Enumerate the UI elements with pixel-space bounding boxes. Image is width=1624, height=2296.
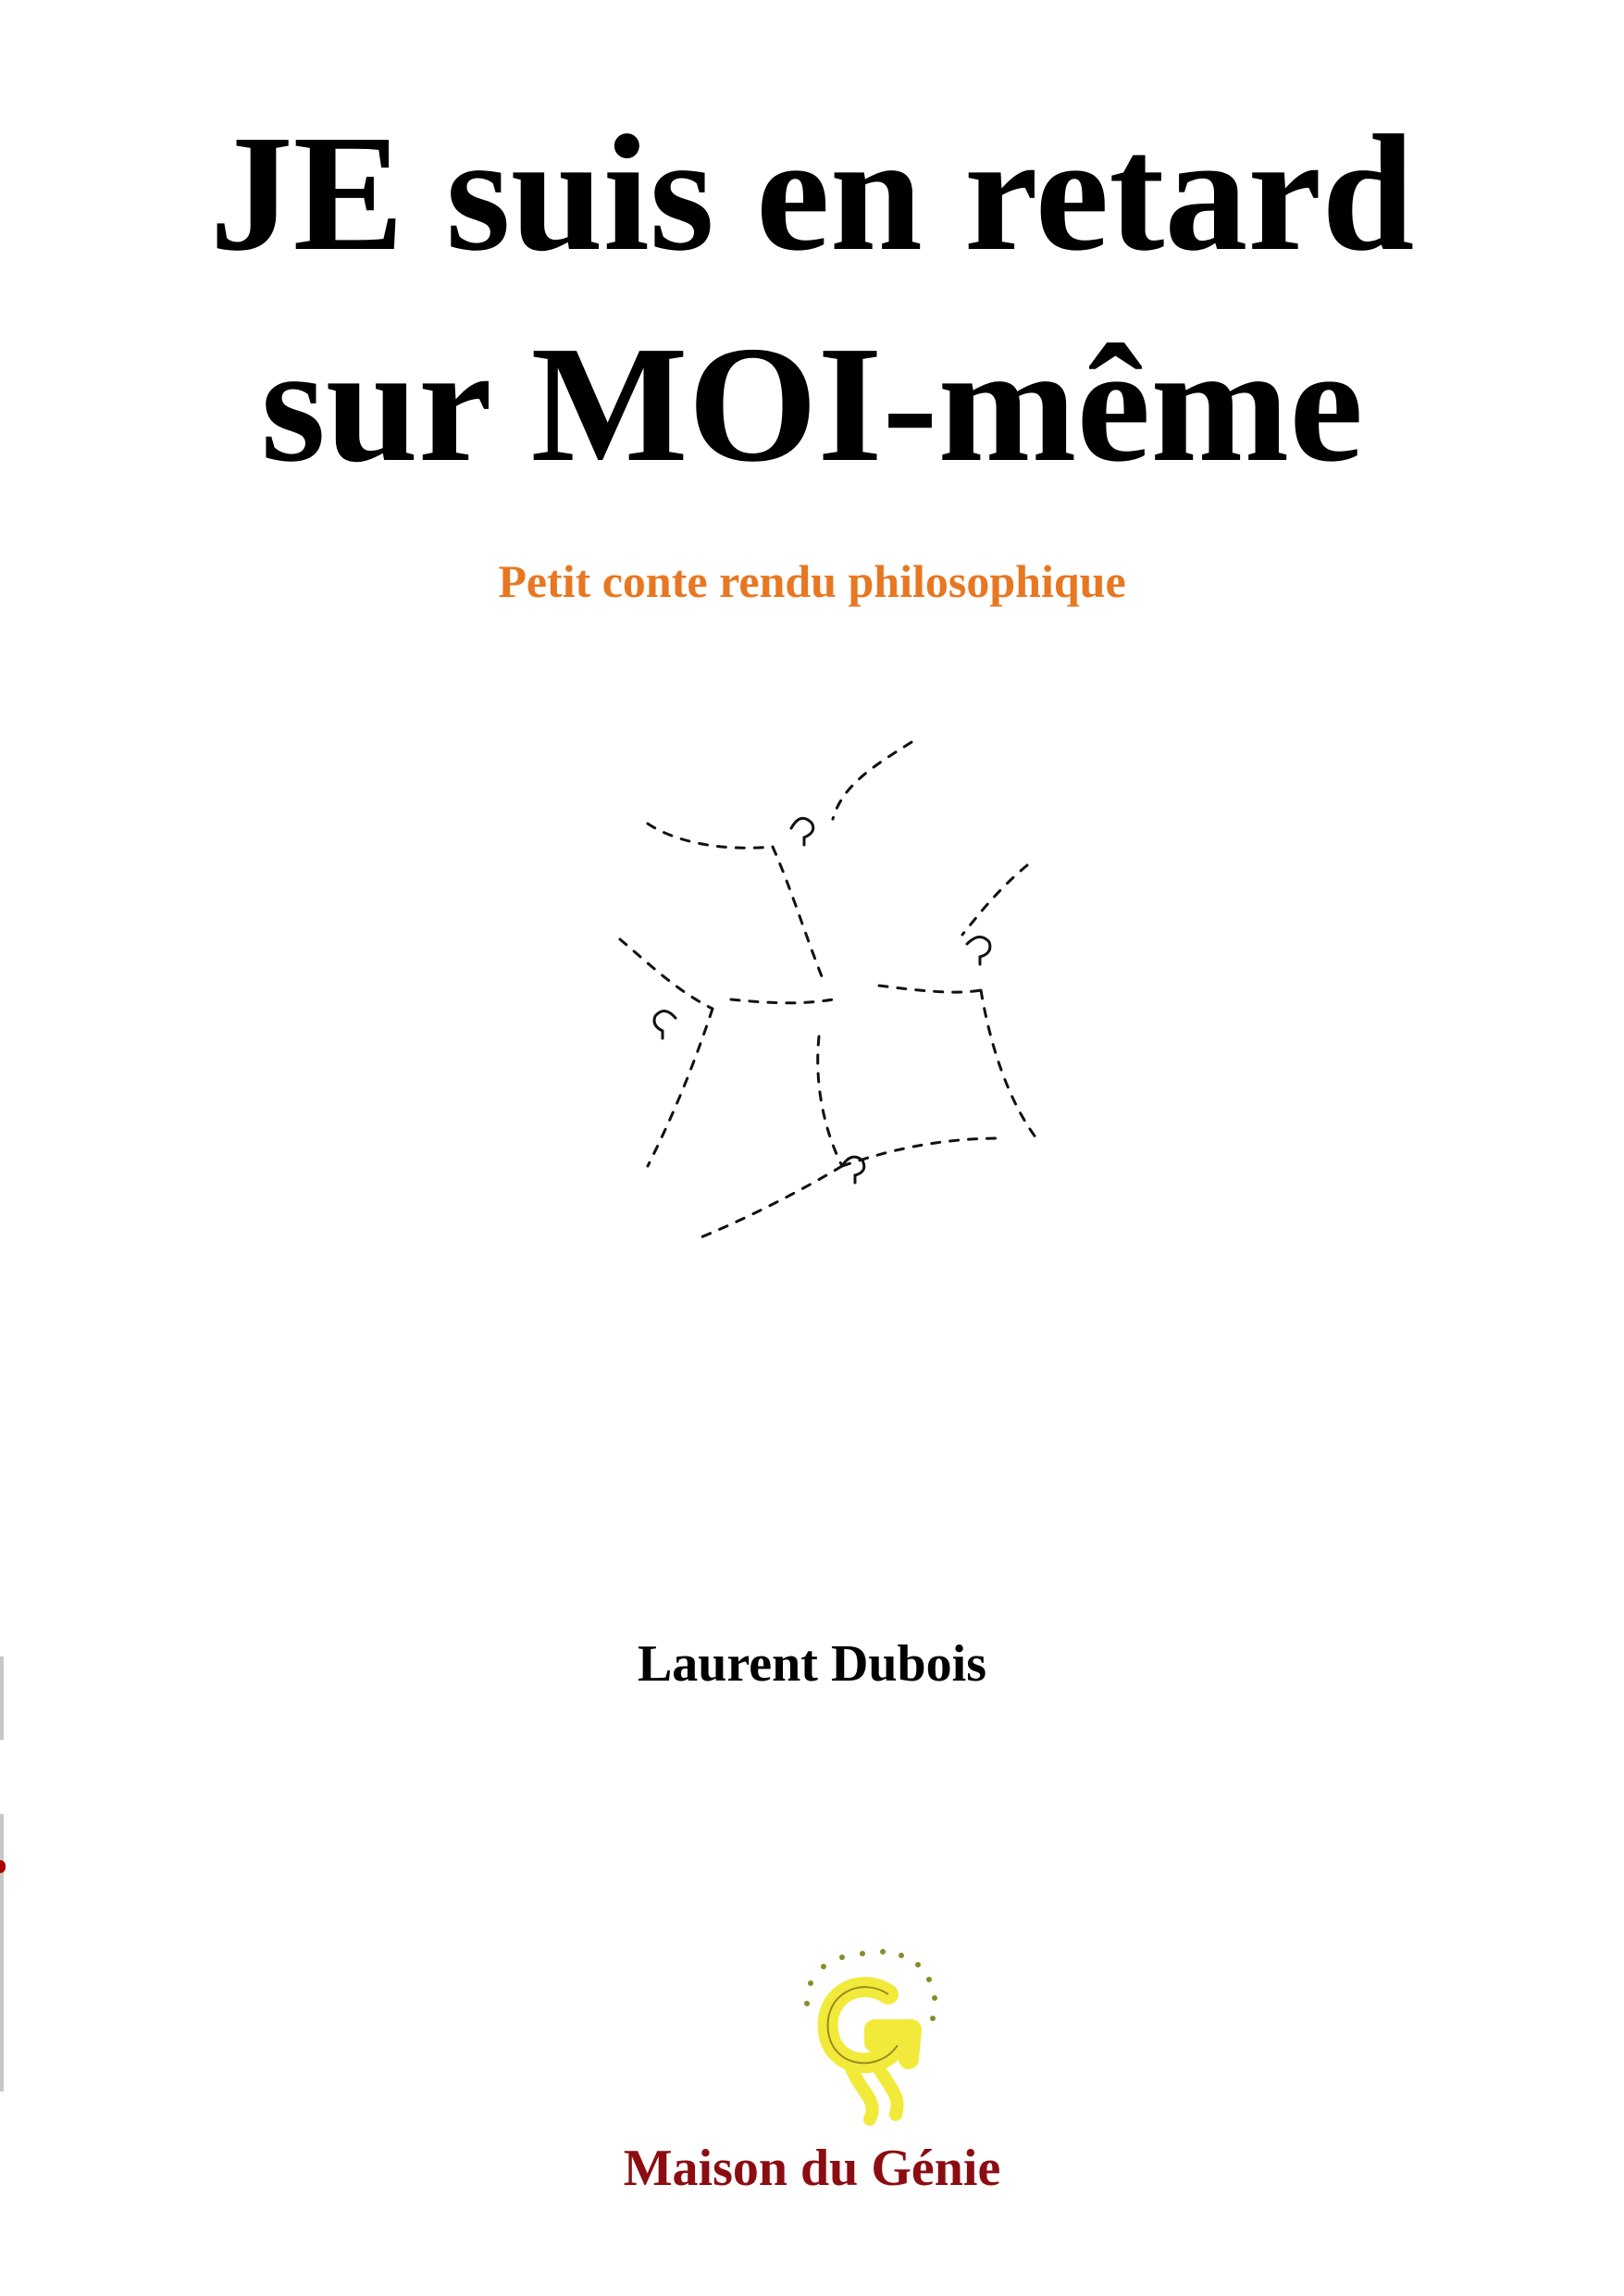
book-title (0, 88, 1624, 510)
question-mark-spiral-sketch-icon (592, 731, 1073, 1268)
author-name: Laurent Dubois (637, 1635, 987, 1693)
publisher-name: Maison du Génie (623, 2140, 1001, 2197)
margin-line (0, 1814, 4, 2091)
edge-mark (0, 1860, 6, 1873)
title-line-1: JE suis en retard (209, 101, 1415, 285)
book-subtitle: Petit conte rendu philosophique (498, 555, 1126, 607)
title-line-2: sur MOI-même (260, 312, 1364, 496)
genie-lamp-logo-icon (787, 1930, 953, 2133)
